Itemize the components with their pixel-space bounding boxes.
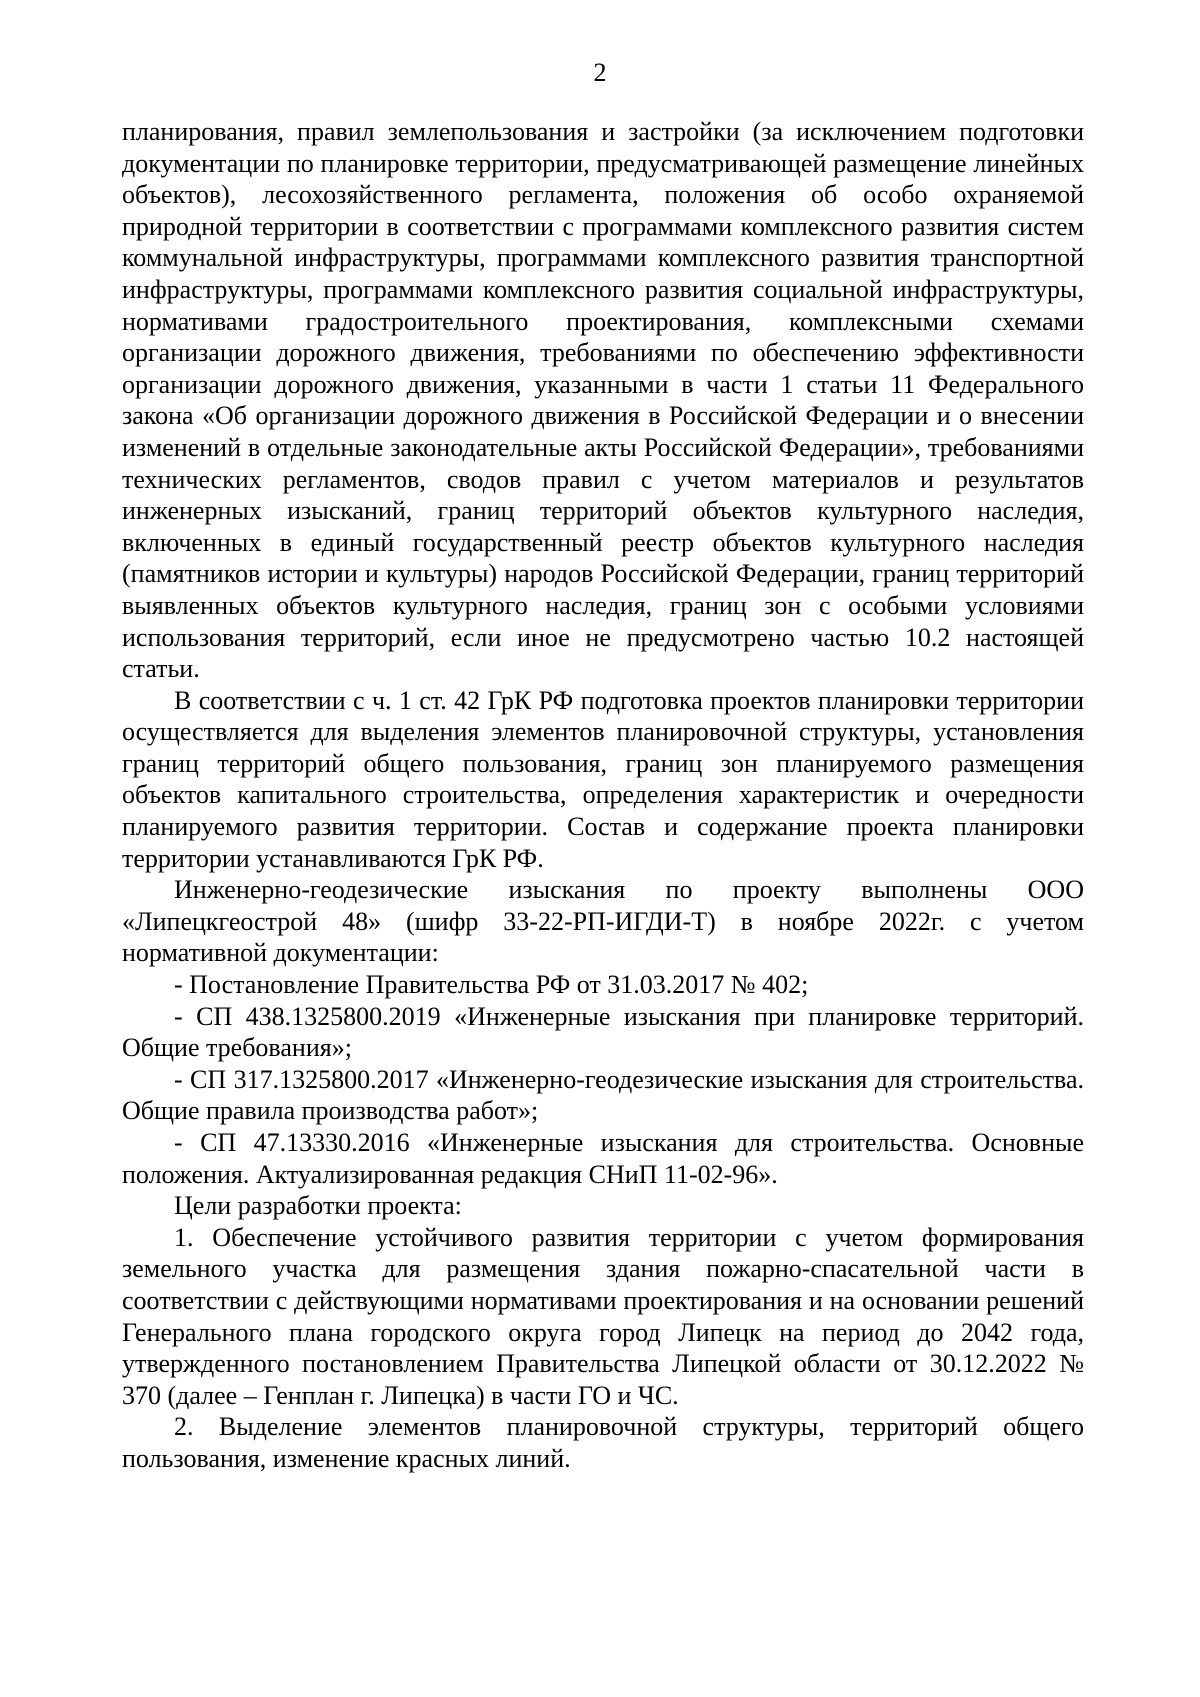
list-item-sp-47: - СП 47.13330.2016 «Инженерные изыскания для строительства. Основные положения. Актуализированная редакция СНиП 11-02-96». — [122, 1128, 1084, 1189]
paragraph-engineering-surveys: Инженерно-геодезические изыскания по проекту выполнены ООО «Липецкгеострой 48» (шифр 33-22-РП-ИГДИ-Т) в ноябре 2022г. с учетом нормативной документации: — [122, 875, 1084, 968]
list-item-government-decree: - Постановление Правительства РФ от 31.03.2017 № 402; — [174, 970, 809, 1000]
paragraph-grk-article-42: В соответствии с ч. 1 ст. 42 ГрК РФ подготовка проектов планировки территории осуществляется для выделения элементов планировочной структуры, установления границ территорий общего пользования, границ зон планируемого размещения объектов капитального строительства, определения характеристик и очередности планируемого развития территории. Состав и содержание проекта планировки территории устанавливаются ГрК РФ. — [122, 685, 1084, 873]
paragraph-project-goals-heading: Цели разработки проекта: — [174, 1191, 462, 1221]
goal-item-1: 1. Обеспечение устойчивого развития территории с учетом формирования земельного участка для размещения здания пожарно-спасательной части в соответствии с действующими нормативами проектирования и на основании решений Генерального плана городского округа город Липецк на период до 2042 года, утвержденного постановлением Правительства Липецкой области от 30.12.2022 № 370 (далее – Генплан г. Липецка) в части ГО и ЧС. — [122, 1222, 1084, 1410]
page-number: 2 — [593, 58, 607, 87]
goal-item-2: 2. Выделение элементов планировочной структуры, территорий общего пользования, изменение красных линий. — [122, 1412, 1084, 1473]
document-body — [122, 116, 1084, 1475]
paragraph-continuation: планирования, правил землепользования и застройки (за исключением подготовки документации по планировке территории, предусматривающей размещение линейных объектов), лесохозяйственного регламента, положения об особо охраняемой природной территории в соответствии с программами комплексного развития систем коммунальной инфраструктуры, программами комплексного развития транспортной инфраструктуры, программами комплексного развития социальной инфраструктуры, нормативами градостроительного проектирования, комплексными схемами организации дорожного движения, требованиями по обеспечению эффективности организации дорожного движения, указанными в части 1 статьи 11 Федерального закона «Об организации дорожного движения в Российской Федерации и о внесении изменений в отдельные законодательные акты Российской Федерации», требованиями технических регламентов, сводов правил с учетом материалов и результатов инженерных изысканий, границ территорий объектов культурного наследия, включенных в единый государственный реестр объектов культурного наследия (памятников истории и культуры) народов Российской Федерации, границ территорий выявленных объектов культурного наследия, границ зон с особыми условиями использования территорий, если иное не предусмотрено частью 10.2 настоящей статьи. — [122, 117, 1084, 684]
list-item-sp-438: - СП 438.1325800.2019 «Инженерные изыскания при планировке территорий. Общие требования»; — [122, 1001, 1084, 1063]
list-item-sp-317: - СП 317.1325800.2017 «Инженерно-геодезические изыскания для строительства. Общие правила производства работ»; — [122, 1064, 1084, 1126]
